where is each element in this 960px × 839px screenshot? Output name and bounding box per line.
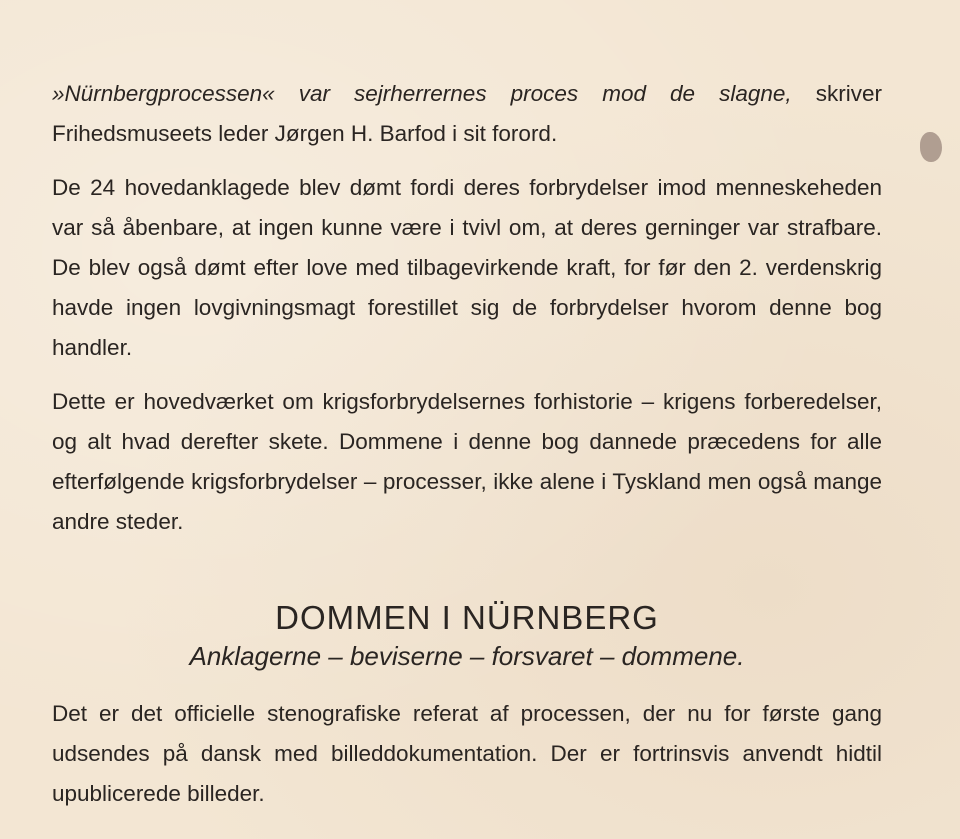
paper-stain <box>920 132 942 162</box>
closing-paragraph: Det er det officielle stenografiske referat af processen, der nu for første gang udsendes på dansk med billeddokumentation. Der er fortrinsvis anvendt hidtil upublicerede billeder. <box>52 701 882 806</box>
body-paragraph-1: De 24 hovedanklagede blev dømt fordi deres forbrydelser imod menneskeheden var så åbenbare, at ingen kunne være i tvivl om, at deres gerninger var strafbare. De blev også dømt efter love med tilbagevirkende kraft, for før den 2. verdenskrig havde ingen lovgivningsmagt forestillet sig de forbrydelser hvorom denne bog handler. <box>52 175 882 360</box>
book-subtitle: Anklagerne – beviserne – forsvaret – dommene. <box>189 641 745 671</box>
intro-attribution: skriver Frihedsmuseets leder Jørgen H. Barfod i sit forord. <box>52 81 882 146</box>
intro-quote: »Nürnbergprocessen« var sejrherrernes proces mod de slagne, <box>52 81 792 106</box>
intro-paragraph <box>52 74 882 154</box>
body-paragraph-2: Dette er hovedværket om krigsforbrydelsernes forhistorie – krigens forberedelser, og alt hvad derefter skete. Dommene i denne bog dannede præcedens for alle efterfølgende krigsforbrydelser – processer, ikke alene i Tyskland men også mange andre steder. <box>52 389 882 534</box>
back-cover-text <box>52 74 882 814</box>
book-title: DOMMEN I NÜRNBERG <box>275 599 659 636</box>
